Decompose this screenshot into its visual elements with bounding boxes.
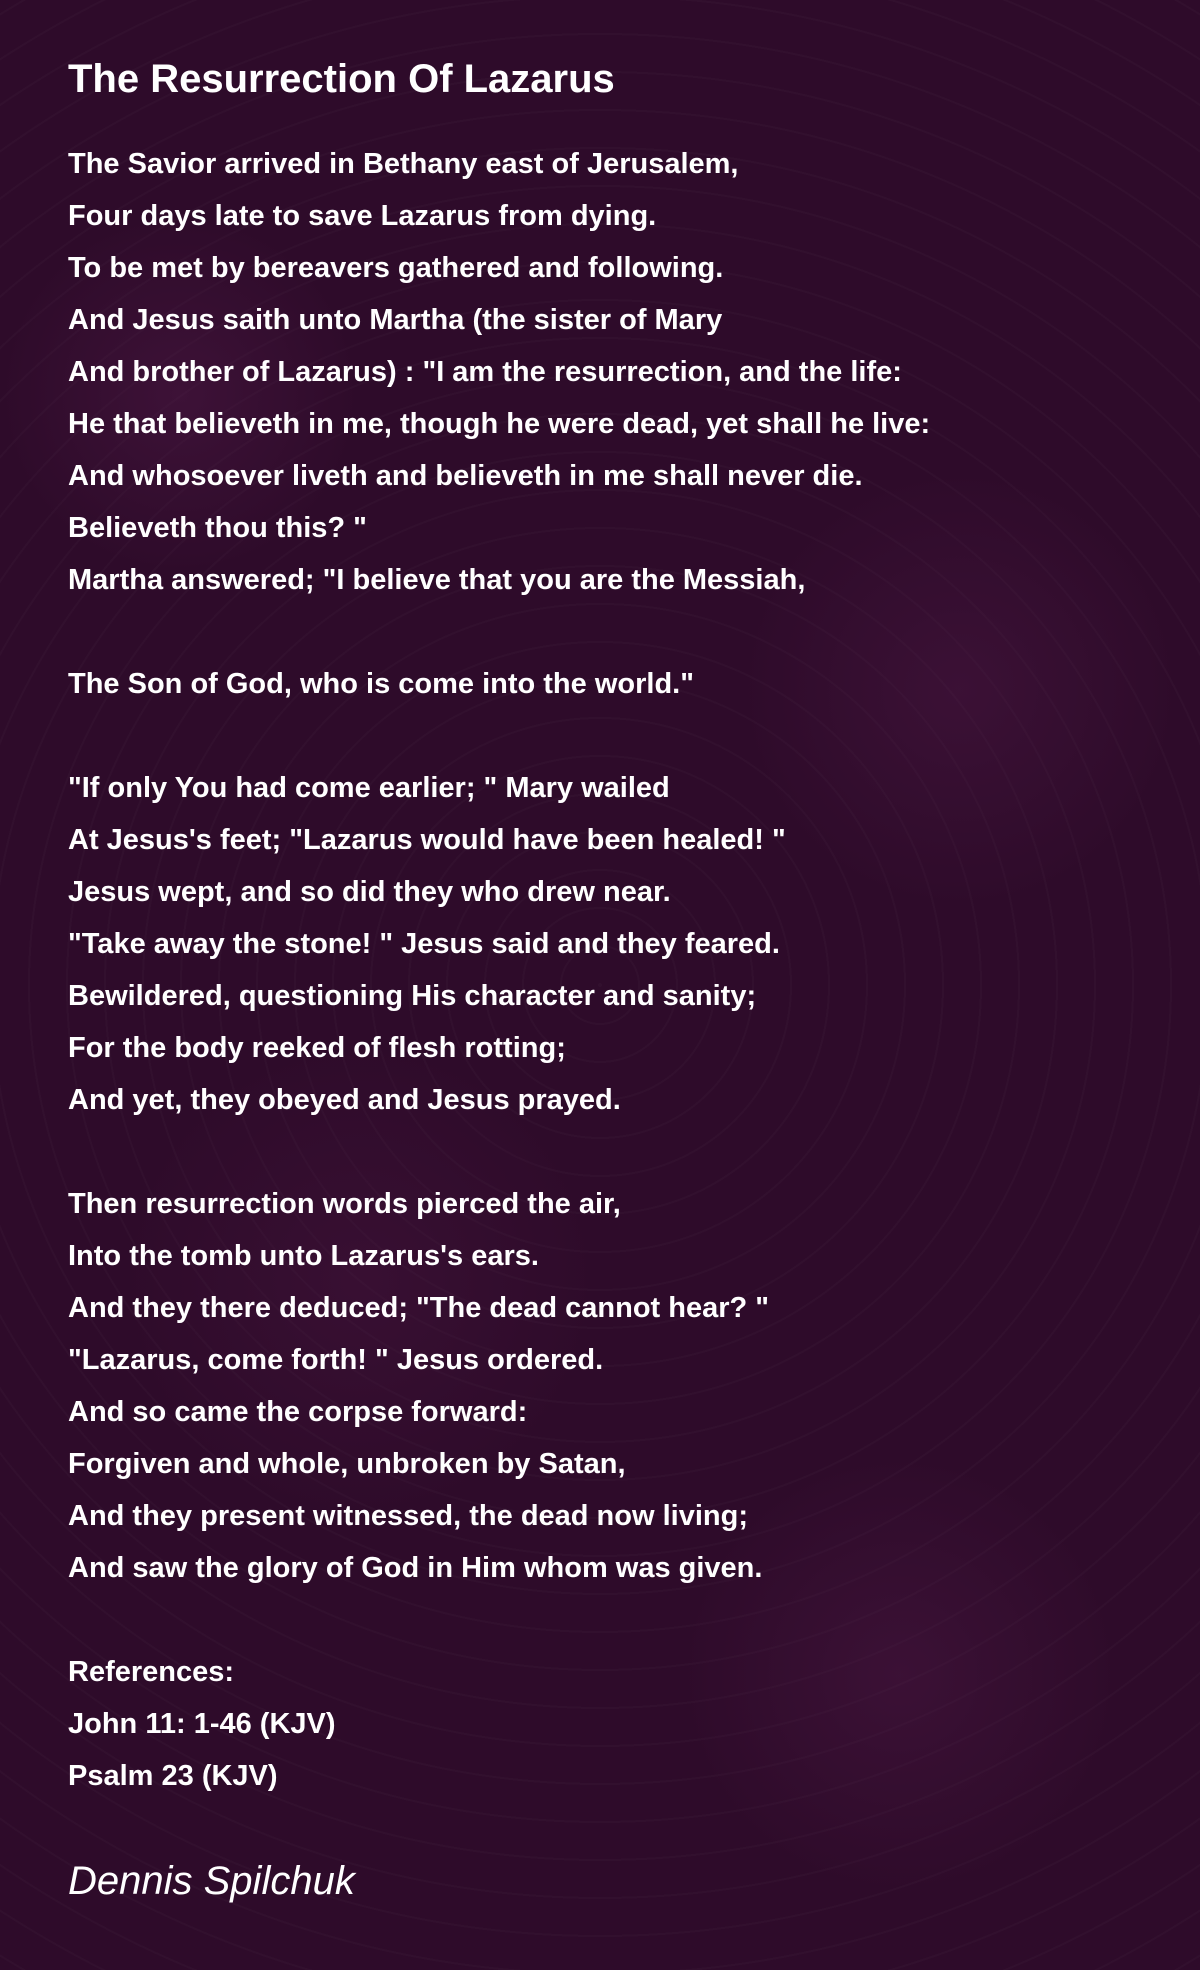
poem-line: "Take away the stone! " Jesus said and they feared. [68,928,780,960]
poem-line: And they present witnessed, the dead now living; [68,1500,748,1532]
poem-line: He that believeth in me, though he were dead, yet shall he live: [68,408,931,440]
poem-line: And brother of Lazarus) : "I am the resurrection, and the life: [68,356,902,388]
poem-line: Forgiven and whole, unbroken by Satan, [68,1448,626,1480]
poem-line: The Savior arrived in Bethany east of Jerusalem, [68,148,739,180]
poem-line: To be met by bereavers gathered and following. [68,252,724,284]
poem-line: For the body reeked of flesh rotting; [68,1032,566,1064]
poem-line: And whosoever liveth and believeth in me shall never die. [68,460,863,492]
poem-line: Believeth thou this? " [68,512,367,544]
stanza-1 [68,138,1200,606]
poem-line: "If only You had come earlier; " Mary wailed [68,772,670,804]
poem-line: Bewildered, questioning His character and sanity; [68,980,757,1012]
poem-line: At Jesus's feet; "Lazarus would have been healed! " [68,824,786,856]
poem-line: Into the tomb unto Lazarus's ears. [68,1240,539,1272]
stanza-2 [68,658,1200,710]
poem-line: And yet, they obeyed and Jesus prayed. [68,1084,621,1116]
poem-body [68,138,1200,1802]
references [68,1646,1200,1802]
references-heading: References: [68,1656,235,1688]
stanza-4 [68,1178,1200,1594]
poem-line: And so came the corpse forward: [68,1396,528,1428]
reference-item: Psalm 23 (KJV) [68,1760,278,1792]
poem-line: Jesus wept, and so did they who drew near. [68,876,671,908]
poem-line: Then resurrection words pierced the air, [68,1188,621,1220]
poem-line: And saw the glory of God in Him whom was given. [68,1552,763,1584]
reference-item: John 11: 1-46 (KJV) [68,1708,336,1740]
poem-line: And Jesus saith unto Martha (the sister of Mary [68,304,723,336]
poem-line: Martha answered; "I believe that you are the Messiah, [68,564,806,596]
poem-line: The Son of God, who is come into the world." [68,668,694,700]
poem-title: The Resurrection Of Lazarus [68,57,615,101]
poem-line: "Lazarus, come forth! " Jesus ordered. [68,1344,604,1376]
poem-author: Dennis Spilchuk [68,1859,355,1903]
poem-line: Four days late to save Lazarus from dying. [68,200,657,232]
stanza-3 [68,762,1200,1126]
poem-line: And they there deduced; "The dead cannot hear? " [68,1292,770,1324]
